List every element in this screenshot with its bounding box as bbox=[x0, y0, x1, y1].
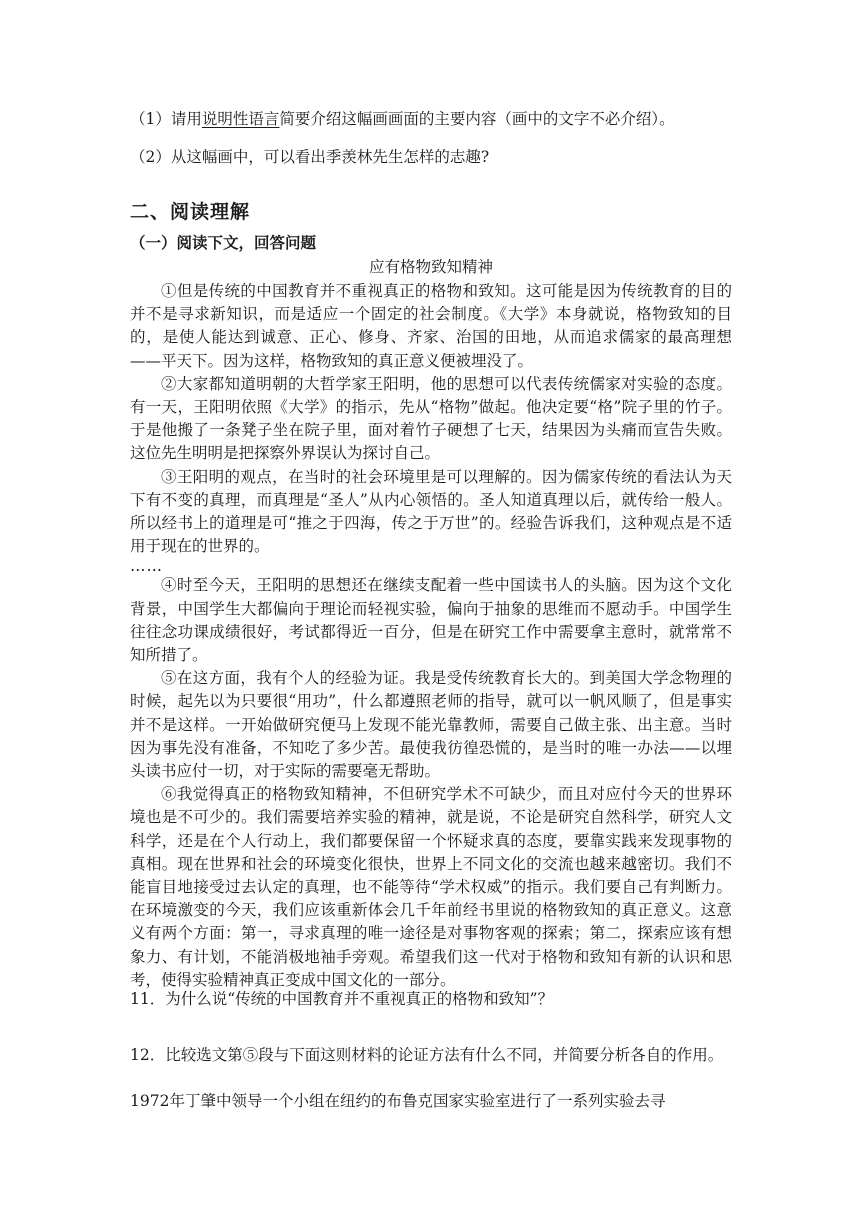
material-text: 1972年丁肇中领导一个小组在纽约的布鲁克国家实验室进行了一系列实验去寻 bbox=[130, 1092, 666, 1110]
question-11: 11．为什么说“传统的中国教育并不重视真正的格物和致知”？ bbox=[130, 990, 554, 1008]
paragraph-2: ②大家都知道明朝的大哲学家王阳明，他的思想可以代表传统儒家对实验的态度。有一天，王阳明依照《大学》的指示，先从“格物”做起。他决定要“格”院子里的竹子。于是他搬了一条凳子坐在院子里，面对着竹子硬想了七天，结果因为头痛而宣告失败。这位先生明明是把探察外界误认为探讨自己。 bbox=[130, 374, 732, 463]
paragraph-6: ⑥我觉得真正的格物致知精神，不但研究学术不可缺少，而且对应付今天的世界环境也是不可少的。我们需要培养实验的精神，就是说，不论是研究自然科学，研究人文科学，还是在个人行动上，我们都要保留一个怀疑求真的态度，要靠实践来发现事物的真相。现在世界和社会的环境变化很快，世界上不同文化的交流也越来越密切。我们不能盲目地接受过去认定的真理，也不能等待“学术权威”的指示。我们要自己有判断力。在环境激变的今天，我们应该重新体会几千年前经书里说的格物致知的真正意义。这意义有两个方面：第一，寻求真理的唯一途径是对事物客观的探索；第二，探索应该有想象力、有计划，不能消极地袖手旁观。希望我们这一代对于格物和致知有新的认识和思考，使得实验精神真正变成中国文化的一部分。 bbox=[130, 785, 732, 989]
paragraph-3: ③王阳明的观点，在当时的社会环境里是可以理解的。因为儒家传统的看法认为天下有不变的真理，而真理是“圣人”从内心领悟的。圣人知道真理以后，就传给一般人。所以经书上的道理是可“推之于四海，传之于万世”的。经验告诉我们，这种观点是不适用于现在的世界的。 bbox=[130, 467, 732, 556]
section-heading: 二、阅读理解 bbox=[130, 201, 251, 223]
question-1-suffix: 简要介绍这幅画画面的主要内容（画中的文字不必介绍）。 bbox=[279, 110, 675, 128]
question-1 bbox=[130, 106, 675, 132]
article-body bbox=[130, 280, 732, 992]
question-1-prefix: （1）请用 bbox=[130, 110, 202, 128]
section-subheading: （一）阅读下文，回答问题 bbox=[130, 233, 317, 252]
paragraph-1: ①但是传统的中国教育并不重视真正的格物和致知。这可能是因为传统教育的目的并不是寻求新知识，而是适应一个固定的社会制度。《大学》本身就说，格物致知的目的，是使人能达到诚意、正心、修身、齐家、治国的田地，从而追求儒家的最高理想——平天下。因为这样，格物致知的真正意义便被埋没了。 bbox=[130, 282, 732, 370]
paragraph-4: ④时至今天，王阳明的思想还在继续支配着一些中国读书人的头脑。因为这个文化背景，中国学生大都偏向于理论而轻视实验，偏向于抽象的思维而不愿动手。中国学生往往念功课成绩很好，考试都得近一百分，但是在研究工作中需要拿主意时，就常常不知所措了。 bbox=[130, 576, 732, 665]
question-2: （2）从这幅画中，可以看出季羡林先生怎样的志趣? bbox=[130, 148, 490, 166]
ellipsis: …… bbox=[130, 557, 163, 576]
article-title: 应有格物致知精神 bbox=[368, 258, 493, 276]
question-12: 12．比较选文第⑤段与下面这则材料的论证方法有什么不同，并简要分析各自的作用。 bbox=[130, 1046, 724, 1064]
paragraph-5: ⑤在这方面，我有个人的经验为证。我是受传统教育长大的。到美国大学念物理的时候，起先以为只要很“用功”，什么都遵照老师的指导，就可以一帆风顺了，但是事实并不是这样。一开始做研究便马上发现不能光靠教师，需要自己做主张、出主意。当时因为事先没有准备，不知吃了多少苦。最使我彷徨恐慌的，是当时的唯一办法——以埋头读书应付一切，对于实际的需要毫无帮助。 bbox=[130, 669, 732, 781]
question-1-underlined: 说明性语言 bbox=[201, 110, 280, 128]
